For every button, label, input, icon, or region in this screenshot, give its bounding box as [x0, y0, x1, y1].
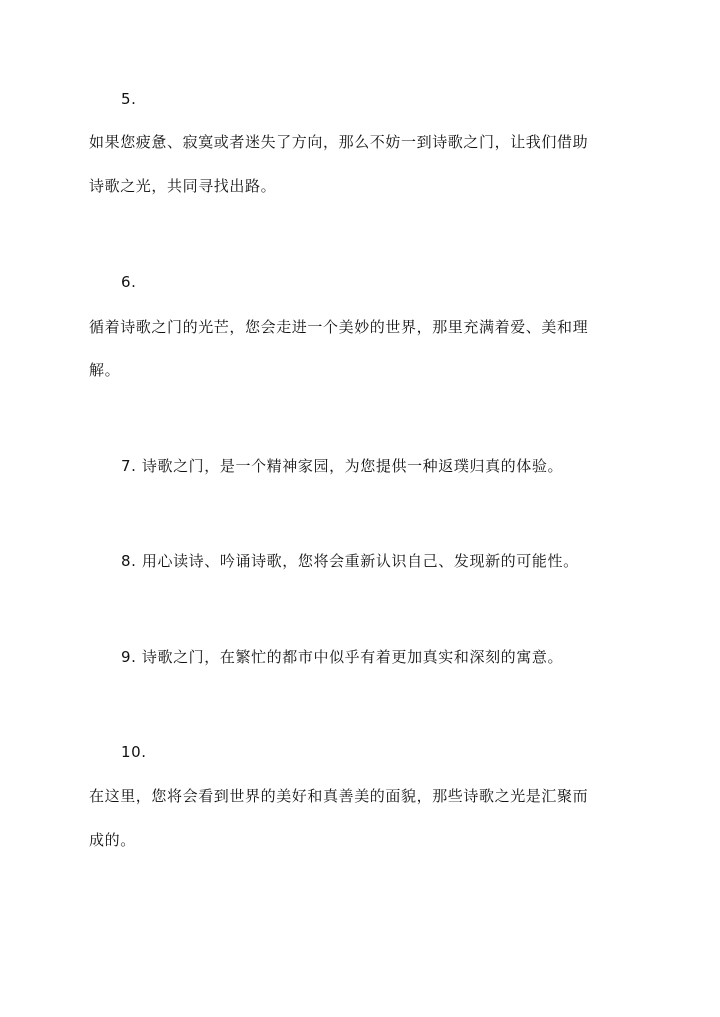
item-5-line-2: 诗歌之光，共同寻找出路。	[89, 177, 277, 195]
item-10-line-1: 在这里，您将会看到世界的美好和真善美的面貌，那些诗歌之光是汇聚而	[89, 787, 589, 805]
item-number-10: 10.	[121, 743, 147, 761]
item-8: 8. 用心读诗、吟诵诗歌，您将会重新认识自己、发现新的可能性。	[121, 552, 579, 570]
item-7: 7. 诗歌之门，是一个精神家园，为您提供一种返璞归真的体验。	[121, 457, 564, 475]
item-9: 9. 诗歌之门，在繁忙的都市中似乎有着更加真实和深刻的寓意。	[121, 648, 564, 666]
item-5-line-1: 如果您疲惫、寂寞或者迷失了方向，那么不妨一到诗歌之门，让我们借助	[89, 133, 589, 151]
item-number-5: 5.	[121, 90, 137, 108]
item-6-line-2: 解。	[89, 361, 121, 379]
item-6-line-1: 循着诗歌之门的光芒，您会走进一个美妙的世界，那里充满着爱、美和理	[89, 318, 589, 336]
item-10-line-2: 成的。	[89, 831, 136, 849]
item-number-6: 6.	[121, 273, 137, 291]
